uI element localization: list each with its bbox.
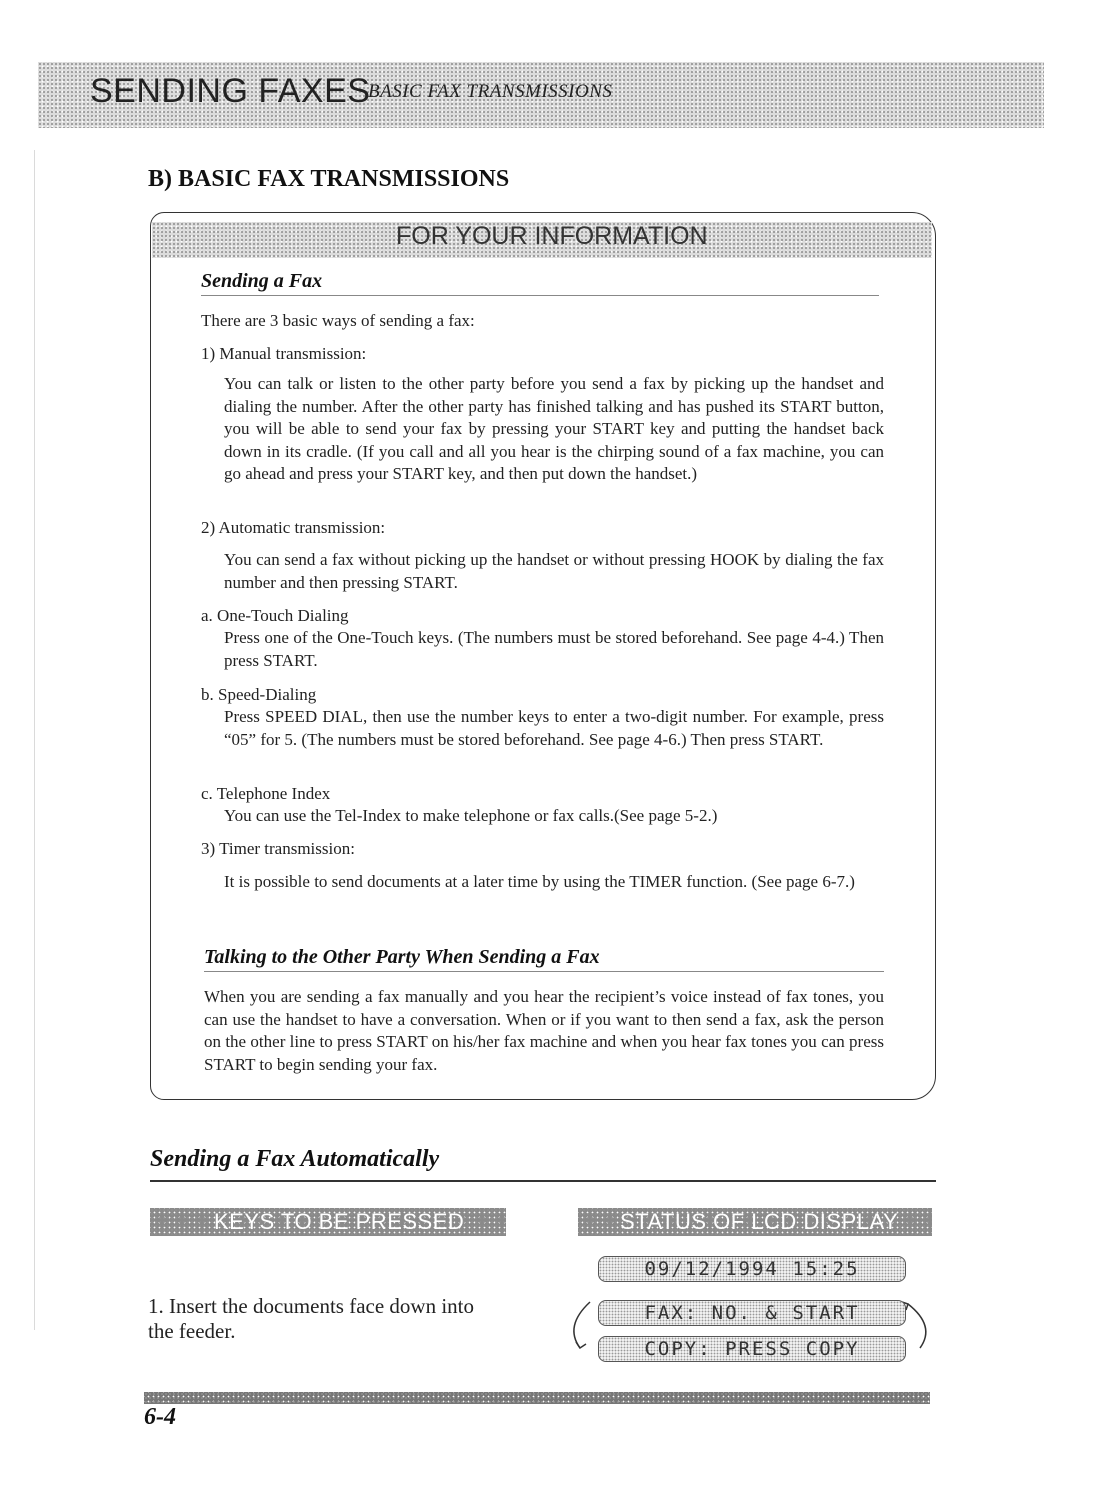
lcd-copy-line: COPY: PRESS COPY [598,1336,906,1362]
info-box-title: FOR YOUR INFORMATION [396,222,708,250]
option-a-text: Press one of the One-Touch keys. (The numbers must be stored beforehand. See page 4-4.) Then press START. [224,628,884,670]
timer-label: 3) Timer transmission: [201,839,355,858]
auto-text: You can send a fax without picking up the handset or without pressing HOOK by dialing the fax number and then pressing START. [224,550,884,592]
talking-heading-rule [204,971,884,972]
intro-text: There are 3 basic ways of sending a fax: [201,311,475,330]
sending-heading-rule [201,295,879,296]
lcd-datetime: 09/12/1994 15:25 [598,1256,906,1282]
talking-text: When you are sending a fax manually and you hear the recipient’s voice instead of fax tones, you can use the handset to have a conversation. When or if you want to then send a fax, ask the person on the other line to press START on his/her fax machine and when you hear fax tones you can press START to begin sending your fax. [204,987,884,1074]
option-c-text: You can use the Tel-Index to make telephone or fax calls.(See page 5-2.) [224,806,718,825]
sending-heading: Sending a Fax [201,270,323,292]
keys-bar-label: KEYS TO BE PRESSED [214,1209,465,1234]
left-bracket-arrow [574,1302,590,1348]
option-a-label: a. One-Touch Dialing [201,606,349,625]
option-b-label: b. Speed-Dialing [201,685,317,704]
page-edge-line [34,150,35,1330]
option-c-label: c. Telephone Index [201,784,331,803]
footer-band [144,1392,930,1404]
manual-text: You can talk or listen to the other party before you send a fax by picking up the handset and dialing the number. After the other party has finished talking and has pushed its START button, you will be able to send your fax by pressing your START key and putting the handset back down in its cradle. (If you call and all you hear is the chirping sound of a fax machine, you can go ahead and press your START key, and then put down the handset.) [224,374,884,483]
left-arrowhead [576,1342,586,1348]
manual-label: 1) Manual transmission: [201,344,367,363]
auto-section-heading: Sending a Fax Automatically [150,1146,440,1172]
right-bracket-arrow [908,1304,926,1348]
auto-label: 2) Automatic transmission: [201,518,386,537]
timer-text: It is possible to send documents at a later time by using the TIMER function. (See page 6-7.) [224,872,855,891]
page-number: 6-4 [144,1404,176,1430]
talking-heading: Talking to the Other Party When Sending a Fax [204,946,600,968]
lcd-fax-line: FAX: NO. & START [598,1300,906,1326]
section-title: B) BASIC FAX TRANSMISSIONS [148,166,510,192]
option-b-text: Press SPEED DIAL, then use the number keys to enter a two-digit number. For example, press “05” for 5. (The numbers must be stored beforehand. See page 4-6.) Then press START. [224,707,884,749]
chapter-subtitle: BASIC FAX TRANSMISSIONS [368,81,613,102]
lcd-bar-label: STATUS OF LCD DISPLAY [620,1209,899,1234]
step-1-text: 1. Insert the documents face down into the feeder. [148,1294,474,1343]
auto-section-rule [150,1180,936,1182]
chapter-title: SENDING FAXES [90,72,371,110]
